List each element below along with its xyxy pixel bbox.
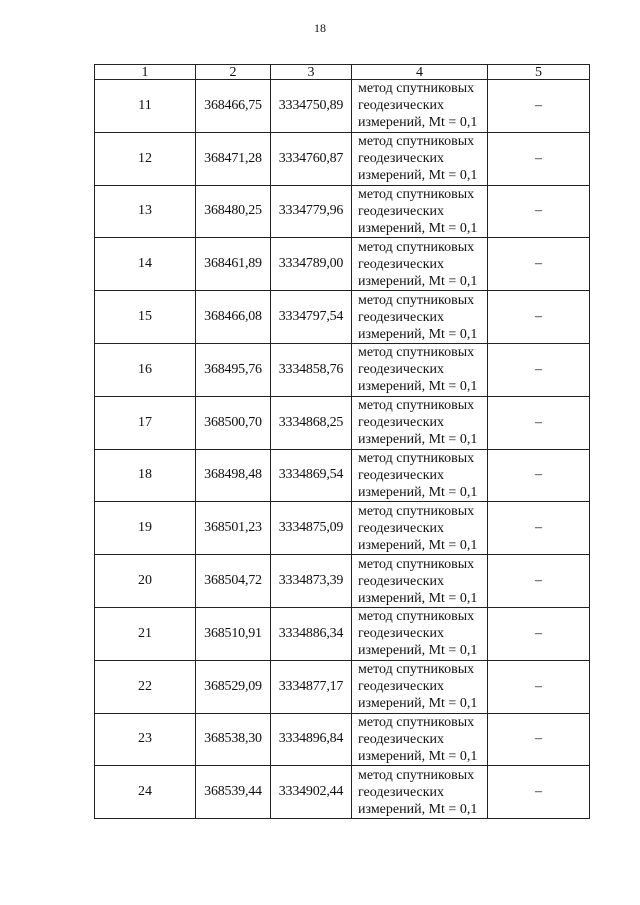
coordinate-x: 368495,76 (196, 343, 271, 396)
note-cell (488, 449, 590, 502)
coordinate-x: 368466,08 (196, 291, 271, 344)
dash-mark: – (535, 309, 542, 325)
table-body (95, 80, 590, 819)
coordinate-x: 368498,48 (196, 449, 271, 502)
method-line: геодезических (358, 573, 445, 589)
note-cell (488, 132, 590, 185)
method-line: метод спутниковых (358, 503, 475, 519)
method-cell (352, 396, 488, 449)
coordinate-x: 368501,23 (196, 502, 271, 555)
method-line: метод спутниковых (358, 134, 475, 150)
method-cell (352, 713, 488, 766)
coordinate-x: 368538,30 (196, 713, 271, 766)
table-row (95, 396, 590, 449)
method-cell (352, 607, 488, 660)
coordinate-y: 3334779,96 (271, 185, 352, 238)
coordinate-y: 3334869,54 (271, 449, 352, 502)
method-line: метод спутниковых (358, 450, 475, 466)
table-row (95, 80, 590, 133)
point-number: 18 (95, 449, 196, 502)
coordinate-x: 368539,44 (196, 766, 271, 819)
coordinate-x: 368529,09 (196, 660, 271, 713)
table-row (95, 449, 590, 502)
method-line: измерений, Mt = 0,1 (358, 748, 478, 764)
dash-mark: – (535, 520, 542, 536)
coordinates-table (94, 64, 590, 819)
coordinate-x: 368480,25 (196, 185, 271, 238)
method-line: метод спутниковых (358, 556, 475, 572)
coordinate-y: 3334886,34 (271, 607, 352, 660)
coordinate-y: 3334858,76 (271, 343, 352, 396)
dash-mark: – (535, 203, 542, 219)
point-number: 22 (95, 660, 196, 713)
method-line: измерений, Mt = 0,1 (358, 484, 478, 500)
method-line: метод спутниковых (358, 292, 475, 308)
table-row (95, 555, 590, 608)
table-row (95, 132, 590, 185)
dash-mark: – (535, 361, 542, 377)
coordinate-y: 3334896,84 (271, 713, 352, 766)
column-header-4: 4 (352, 65, 488, 80)
method-line: измерений, Mt = 0,1 (358, 801, 478, 817)
method-cell (352, 502, 488, 555)
method-line: измерений, Mt = 0,1 (358, 273, 478, 289)
method-cell (352, 132, 488, 185)
column-header-5: 5 (488, 65, 590, 80)
method-line: геодезических (358, 151, 445, 167)
table-row (95, 291, 590, 344)
method-line: измерений, Mt = 0,1 (358, 326, 478, 342)
table-row (95, 502, 590, 555)
method-line: измерений, Mt = 0,1 (358, 537, 478, 553)
table-row (95, 607, 590, 660)
method-line: метод спутниковых (358, 609, 475, 625)
method-line: геодезических (358, 256, 445, 272)
method-cell (352, 660, 488, 713)
coordinate-y: 3334877,17 (271, 660, 352, 713)
method-line: геодезических (358, 784, 445, 800)
dash-mark: – (535, 414, 542, 430)
note-cell (488, 396, 590, 449)
coordinate-x: 368466,75 (196, 80, 271, 133)
coordinate-y: 3334902,44 (271, 766, 352, 819)
method-line: измерений, Mt = 0,1 (358, 220, 478, 236)
method-line: геодезических (358, 731, 445, 747)
method-cell (352, 555, 488, 608)
column-header-2: 2 (196, 65, 271, 80)
point-number: 23 (95, 713, 196, 766)
dash-mark: – (535, 97, 542, 113)
note-cell (488, 291, 590, 344)
table-row (95, 238, 590, 291)
table-row (95, 660, 590, 713)
point-number: 19 (95, 502, 196, 555)
method-line: метод спутниковых (358, 662, 475, 678)
coordinate-y: 3334873,39 (271, 555, 352, 608)
coordinate-y: 3334760,87 (271, 132, 352, 185)
method-line: метод спутниковых (358, 767, 475, 783)
note-cell (488, 80, 590, 133)
coordinate-y: 3334797,54 (271, 291, 352, 344)
method-line: метод спутниковых (358, 398, 475, 414)
point-number: 21 (95, 607, 196, 660)
method-line: метод спутниковых (358, 81, 475, 97)
note-cell (488, 555, 590, 608)
method-cell (352, 343, 488, 396)
method-cell (352, 449, 488, 502)
note-cell (488, 238, 590, 291)
coordinate-y: 3334868,25 (271, 396, 352, 449)
column-header-1: 1 (95, 65, 196, 80)
method-cell (352, 291, 488, 344)
point-number: 13 (95, 185, 196, 238)
dash-mark: – (535, 256, 542, 272)
method-line: метод спутниковых (358, 186, 475, 202)
method-line: измерений, Mt = 0,1 (358, 432, 478, 448)
point-number: 24 (95, 766, 196, 819)
column-header-3: 3 (271, 65, 352, 80)
method-line: геодезических (358, 520, 445, 536)
method-line: геодезических (358, 626, 445, 642)
method-line: геодезических (358, 362, 445, 378)
method-cell (352, 80, 488, 133)
note-cell (488, 185, 590, 238)
dash-mark: – (535, 731, 542, 747)
point-number: 12 (95, 132, 196, 185)
dash-mark: – (535, 625, 542, 641)
method-line: измерений, Mt = 0,1 (358, 643, 478, 659)
method-line: метод спутниковых (358, 714, 475, 730)
note-cell (488, 766, 590, 819)
method-line: геодезических (358, 415, 445, 431)
note-cell (488, 660, 590, 713)
table-row (95, 713, 590, 766)
coordinate-y: 3334750,89 (271, 80, 352, 133)
note-cell (488, 713, 590, 766)
coordinate-x: 368510,91 (196, 607, 271, 660)
coordinate-x: 368500,70 (196, 396, 271, 449)
method-line: метод спутниковых (358, 345, 475, 361)
method-line: геодезических (358, 467, 445, 483)
note-cell (488, 343, 590, 396)
coordinate-x: 368471,28 (196, 132, 271, 185)
point-number: 17 (95, 396, 196, 449)
method-line: измерений, Mt = 0,1 (358, 379, 478, 395)
coordinate-x: 368461,89 (196, 238, 271, 291)
point-number: 15 (95, 291, 196, 344)
method-line: измерений, Mt = 0,1 (358, 696, 478, 712)
point-number: 11 (95, 80, 196, 133)
method-cell (352, 185, 488, 238)
method-line: измерений, Mt = 0,1 (358, 590, 478, 606)
dash-mark: – (535, 678, 542, 694)
table-row (95, 343, 590, 396)
coordinate-y: 3334875,09 (271, 502, 352, 555)
method-cell (352, 766, 488, 819)
coordinate-y: 3334789,00 (271, 238, 352, 291)
table-row (95, 185, 590, 238)
method-cell (352, 238, 488, 291)
note-cell (488, 607, 590, 660)
point-number: 16 (95, 343, 196, 396)
method-line: измерений, Mt = 0,1 (358, 115, 478, 131)
note-cell (488, 502, 590, 555)
method-line: геодезических (358, 309, 445, 325)
dash-mark: – (535, 784, 542, 800)
dash-mark: – (535, 573, 542, 589)
method-line: геодезических (358, 98, 445, 114)
method-line: измерений, Mt = 0,1 (358, 168, 478, 184)
table-row (95, 766, 590, 819)
coordinate-x: 368504,72 (196, 555, 271, 608)
page-number: 18 (314, 21, 326, 35)
dash-mark: – (535, 150, 542, 166)
point-number: 20 (95, 555, 196, 608)
method-line: геодезических (358, 679, 445, 695)
method-line: геодезических (358, 203, 445, 219)
table-header-row (95, 65, 590, 80)
point-number: 14 (95, 238, 196, 291)
method-line: метод спутниковых (358, 239, 475, 255)
dash-mark: – (535, 467, 542, 483)
